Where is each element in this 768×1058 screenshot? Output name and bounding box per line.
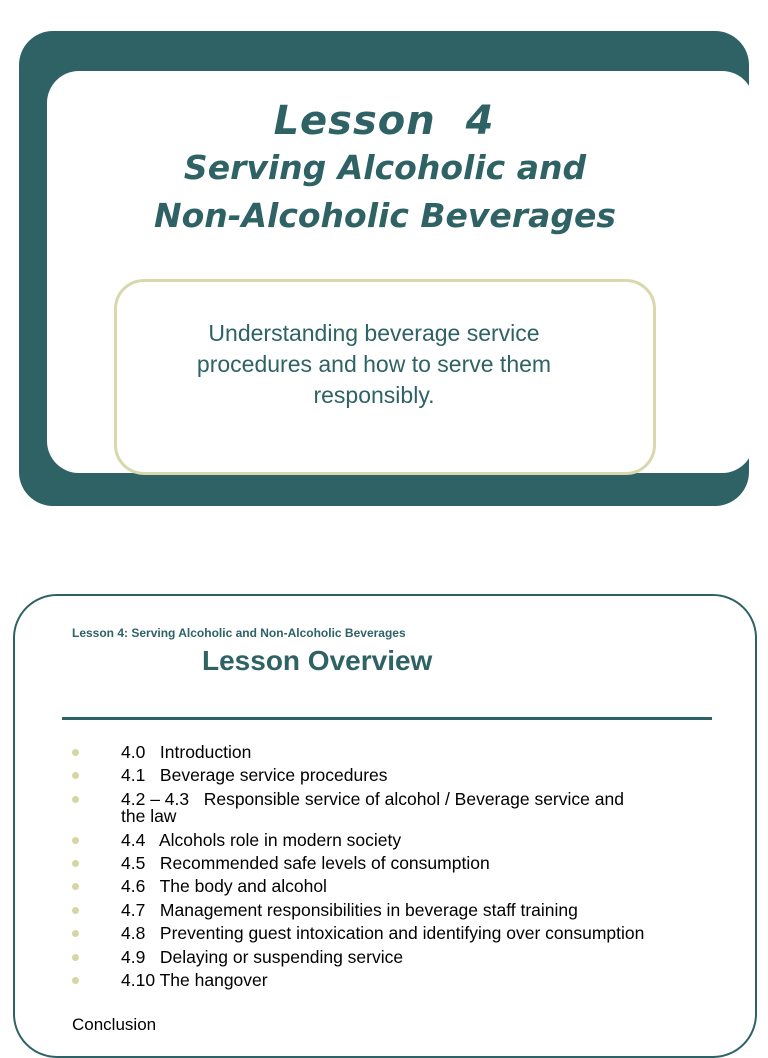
list-item-text: 4.0 Introduction	[121, 742, 252, 762]
list-item-text: 4.9 Delaying or suspending service	[121, 947, 404, 967]
bullet-icon	[72, 977, 79, 984]
bullet-icon	[72, 837, 79, 844]
conclusion-text: Conclusion	[72, 1015, 157, 1034]
list-item-text: 4.8 Preventing guest intoxication and identifying over consumption	[121, 923, 645, 943]
list-item-text: 4.5 Recommended safe levels of consumption	[121, 853, 490, 873]
lesson-subtitle-line-1: Serving Alcoholic and	[183, 148, 587, 187]
slide-header: Lesson 4: Serving Alcoholic and Non-Alcoholic Beverages	[72, 626, 406, 640]
list-item-text: 4.6 The body and alcohol	[121, 876, 327, 896]
bullet-icon	[72, 883, 79, 890]
list-item-text: 4.4 Alcohols role in modern society	[121, 830, 402, 850]
bullet-icon	[72, 860, 79, 867]
overview-title: Lesson Overview	[202, 645, 433, 676]
description-line: Understanding beverage service	[208, 320, 540, 346]
list-item-text: 4.7 Management responsibilities in beverage staff training	[121, 900, 578, 920]
bullet-icon	[72, 930, 79, 937]
list-item-text: 4.2 – 4.3 Responsible service of alcohol / Beverage service and the law	[121, 789, 624, 826]
lesson-title: Lesson 4	[273, 98, 495, 144]
bullet-icon	[72, 954, 79, 961]
bullet-icon	[72, 772, 79, 779]
bullet-icon	[72, 749, 79, 756]
description-line: responsibly.	[313, 382, 435, 408]
list-item-text: 4.1 Beverage service procedures	[121, 765, 388, 785]
bullet-icon	[72, 796, 79, 803]
description-line: procedures and how to serve them	[196, 351, 552, 377]
lesson-subtitle-line-2: Non-Alcoholic Beverages	[153, 196, 617, 235]
bullet-icon	[72, 907, 79, 914]
list-item-text: 4.10 The hangover	[121, 970, 268, 990]
